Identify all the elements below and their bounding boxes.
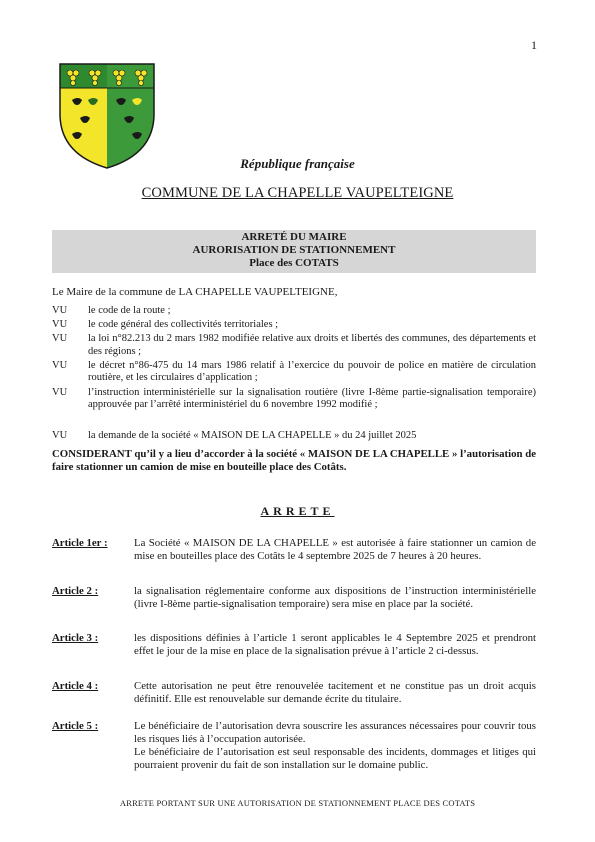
- coat-of-arms-logo: [58, 62, 156, 170]
- banner-line-3: Place des COTATS: [249, 257, 339, 269]
- intro-text: Le Maire de la commune de LA CHAPELLE VAUPELTEIGNE,: [52, 286, 338, 298]
- vu-text: le code de la route ;: [88, 305, 171, 316]
- article-text-2: Le bénéficiaire de l’autorisation est seul responsable des incidents, dommages et litiges qui pourraient provenir du fait de son installation sur le domaine public.: [134, 746, 536, 771]
- vu-item: [52, 305, 536, 318]
- article-1: [52, 537, 536, 563]
- considerant-text: CONSIDERANT qu’il y a lieu d’accorder à la société « MAISON DE LA CHAPELLE » l’autorisation de faire stationner un camion de mise en bouteille place des Cotâts.: [52, 448, 536, 473]
- vu-label: VU: [52, 333, 68, 345]
- article-3: [52, 632, 536, 658]
- page-number: 1: [531, 38, 537, 52]
- vu-text: l’instruction interministérielle sur la signalisation routière (livre I-8ème partie-signalisation temporaire) approuvée par l’arrêté interministériel du 6 novembre 1992 modifié ;: [88, 386, 536, 411]
- article-label: Article 2 :: [52, 585, 99, 597]
- article-5: [52, 720, 536, 772]
- vu-label: VU: [52, 359, 68, 371]
- article-text: La Société « MAISON DE LA CHAPELLE » est autorisée à faire stationner un camion de mise en bouteilles place des Cotâts le 4 septembre 2025 de 7 heures à 20 heures.: [134, 537, 536, 562]
- article-text: la signalisation réglementaire conforme aux dispositions de l’instruction interministérielle (livre I-8ème partie-signalisation temporaire) sera mise en place par la société.: [134, 585, 536, 610]
- vu-label: VU: [52, 305, 68, 316]
- vu-text: le décret n°86-475 du 14 mars 1986 relatif à l’exercice du pouvoir de police en matière de circulation routière, et les circulaires d’application ;: [88, 359, 536, 384]
- arrete-heading: ARRETE: [260, 504, 335, 518]
- vu-label: VU: [52, 319, 68, 331]
- vu-demande: [52, 430, 536, 441]
- vu-text: le code général des collectivités territoriales ;: [88, 319, 279, 331]
- page-footer: ARRETE PORTANT SUR UNE AUTORISATION DE STATIONNEMENT PLACE DES COTATS: [119, 798, 476, 808]
- article-4: [52, 680, 536, 706]
- article-label: Article 3 :: [52, 632, 99, 644]
- article-label: Article 5 :: [52, 720, 99, 732]
- arrete-banner: [52, 230, 536, 273]
- vu-item: [52, 333, 536, 358]
- vu-item: [52, 387, 536, 412]
- article-text: Cette autorisation ne peut être renouvelée tacitement et ne constitue pas un droit acquis définitif. Elle est renouvelable sur demande écrite du titulaire.: [134, 680, 536, 705]
- vu-item: [52, 319, 536, 332]
- vu-item: [52, 360, 536, 385]
- vu-label: VU: [52, 386, 68, 398]
- vu-text: la loi n°82.213 du 2 mars 1982 modifiée relative aux droits et libertés des communes, des départements et des régions ;: [88, 333, 536, 357]
- vu-label: VU: [52, 430, 68, 441]
- article-text-block: [134, 720, 536, 772]
- republique-francaise: République française: [240, 156, 355, 171]
- article-text: Le bénéficiaire de l’autorisation devra souscrire les assurances nécessaires pour couvrir tous les risques liés à l’occupation autorisée.: [134, 720, 536, 745]
- article-label: Article 4 :: [52, 680, 99, 692]
- article-2: [52, 585, 536, 611]
- article-label: Article 1er :: [52, 537, 108, 549]
- banner-line-2: AURORISATION DE STATIONNEMENT: [192, 244, 396, 256]
- banner-line-1: ARRETÉ DU MAIRE: [241, 231, 347, 243]
- vu-list: [52, 305, 536, 413]
- vu-demande-text: la demande de la société « MAISON DE LA CHAPELLE » du 24 juillet 2025: [88, 430, 417, 441]
- commune-title: COMMUNE DE LA CHAPELLE VAUPELTEIGNE: [141, 185, 454, 201]
- article-text: les dispositions définies à l’article 1 seront applicables le 4 Septembre 2025 et prendront effet le jour de la mise en place de la signalisation prévue à l’article 2 ci-dessus.: [134, 632, 536, 657]
